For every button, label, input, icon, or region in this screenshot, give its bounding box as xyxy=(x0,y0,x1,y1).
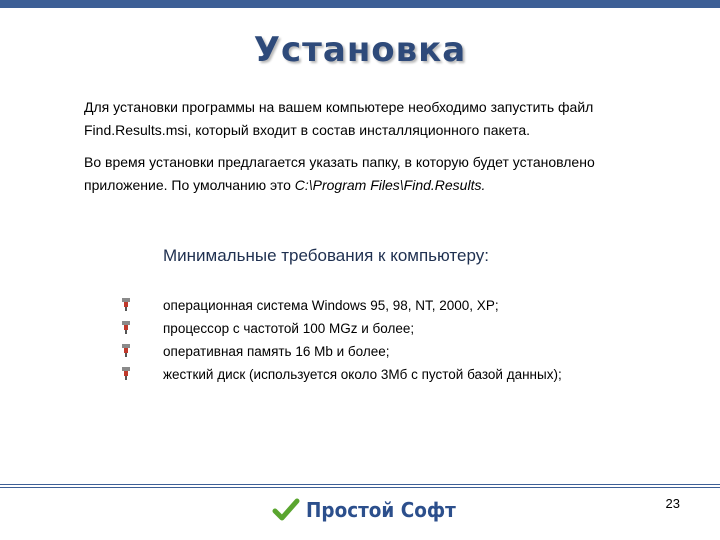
requirements-heading: Минимальные требования к компьютеру: xyxy=(163,246,489,265)
folder-paragraph-line2: приложение. По умолчанию это xyxy=(84,177,295,193)
list-item xyxy=(120,317,580,340)
list-item xyxy=(120,340,580,363)
install-paragraph-line2: Find.Results.msi, который входит в состав инсталляционного пакета. xyxy=(84,122,531,138)
pushpin-bullet-icon xyxy=(122,298,130,311)
requirement-cpu: процессор с частотой 100 MGz и более; xyxy=(163,321,415,336)
footer-divider-secondary xyxy=(0,487,720,488)
default-install-path: C:\Program Files\Find.Results. xyxy=(294,177,486,193)
requirement-os: операционная система Windows 95, 98, NT, 2000, XP; xyxy=(163,298,499,313)
requirement-disk: жесткий диск (используется около 3Мб с пустой базой данных); xyxy=(163,367,562,382)
install-paragraph xyxy=(84,96,684,142)
list-item xyxy=(120,363,580,386)
company-logo xyxy=(272,493,469,527)
requirement-ram: оперативная память 16 Mb и более; xyxy=(163,344,390,359)
pushpin-bullet-icon xyxy=(122,321,130,334)
logo-text: Простой Софт xyxy=(306,498,456,522)
checkmark-icon xyxy=(272,497,300,523)
install-paragraph-line1: Для установки программы на вашем компьютере необходимо запустить файл xyxy=(84,99,594,115)
folder-paragraph-line1: Во время установки предлагается указать папку, в которую будет установлено xyxy=(84,154,595,170)
slide-title: Установка xyxy=(253,30,467,70)
folder-paragraph xyxy=(84,151,684,197)
requirements-list xyxy=(120,294,580,386)
pushpin-bullet-icon xyxy=(122,367,130,380)
top-accent-bar xyxy=(0,0,720,8)
footer-divider xyxy=(0,484,720,485)
list-item xyxy=(120,294,580,317)
page-number: 23 xyxy=(665,496,680,511)
pushpin-bullet-icon xyxy=(122,344,130,357)
